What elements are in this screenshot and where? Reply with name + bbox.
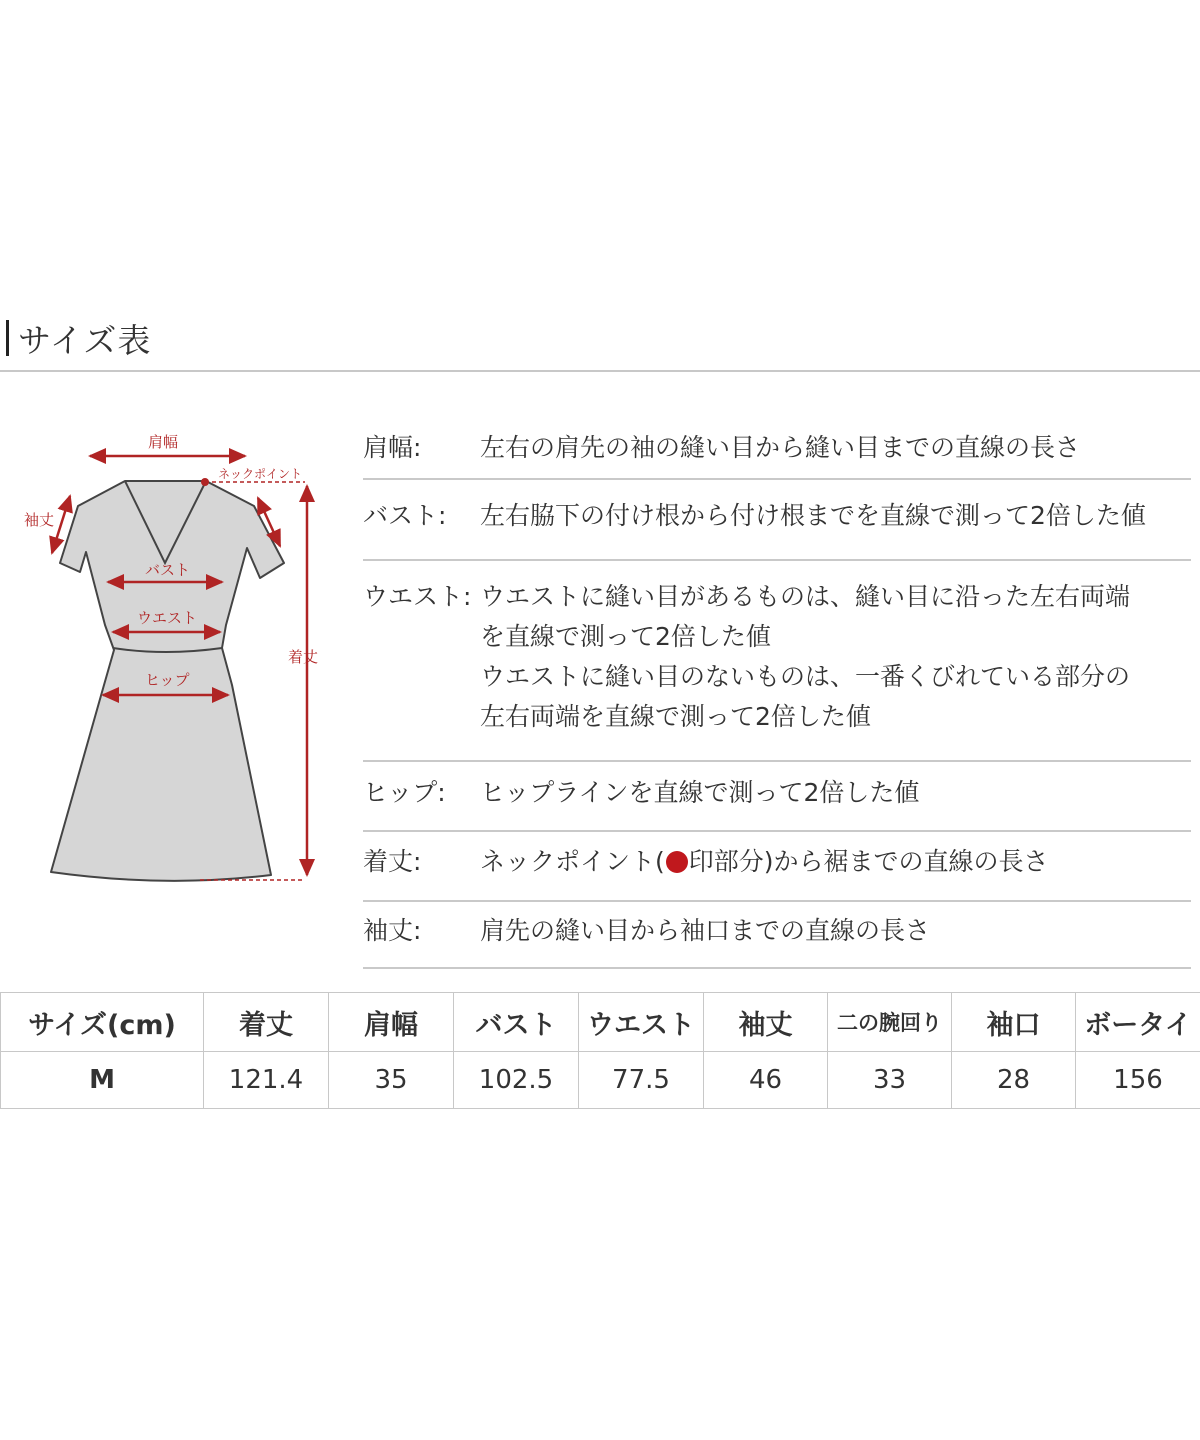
desc-row-hip [363,762,1191,832]
desc-row-length [363,832,1191,902]
desc-term: ヒップ: [363,778,446,807]
table-cell: 77.5 [579,1052,704,1109]
table-cell: 46 [704,1052,828,1109]
table-cell: 156 [1076,1052,1200,1109]
table-cell: 102.5 [454,1052,579,1109]
desc-definition [480,842,1191,900]
desc-row-waist [363,561,1191,762]
section-title-text: サイズ表 [18,320,152,360]
table-cell: 35 [329,1052,454,1109]
header-cell: 袖丈 [704,993,828,1052]
header-cell: サイズ(cm) [1,993,204,1052]
bust-label: バスト [145,561,191,579]
desc-term: ウエスト: [363,582,472,611]
desc-definition [480,773,1191,830]
size-table-header [1,993,1200,1052]
desc-definition [480,496,1191,559]
section-title [6,315,151,361]
desc-term: 肩幅: [363,433,422,462]
desc-line: ネックポイント( [480,847,665,876]
table-cell: 28 [952,1052,1076,1109]
neck-point-label: ネックポイント [218,467,303,481]
red-dot-icon [666,851,688,873]
shoulder-label: 肩幅 [148,433,179,451]
desc-term: 着丈: [363,847,422,876]
hip-label: ヒップ [145,671,190,689]
measurement-descriptions [363,420,1191,969]
table-cell: M [1,1052,204,1109]
desc-line: 印部分)から裾までの直線の長さ [688,847,1049,876]
desc-term: バスト: [363,501,447,530]
title-bar [6,320,9,356]
header-cell: ウエスト [579,993,704,1052]
desc-line: ウエストに縫い目のないものは、一番くびれている部分の [480,662,1131,691]
desc-line: ヒップラインを直線で測って2倍した値 [480,778,920,807]
desc-line: を直線で測って2倍した値 [480,622,771,651]
desc-definition [480,428,1191,478]
table-row [1,1052,1200,1109]
table-cell: 121.4 [204,1052,329,1109]
desc-row-shoulder [363,420,1191,480]
desc-line: ウエストに縫い目があるものは、縫い目に沿った左右両端 [480,582,1131,611]
title-divider [0,370,1200,372]
header-cell: 二の腕回り [828,993,952,1052]
size-table [0,992,1200,1109]
desc-line: 左右の肩先の袖の縫い目から縫い目までの直線の長さ [480,433,1081,462]
desc-definition [480,577,1191,760]
length-label: 着丈 [288,648,319,666]
waist-label: ウエスト [137,609,198,627]
desc-term: 袖丈: [363,916,422,945]
desc-definition [480,911,1191,967]
header-cell: バスト [454,993,579,1052]
header-cell: 肩幅 [329,993,454,1052]
header-cell: ボータイ [1076,993,1200,1052]
desc-line: 左右脇下の付け根から付け根までを直線で測って2倍した値 [480,501,1146,530]
desc-row-bust [363,480,1191,561]
header-cell: 着丈 [204,993,329,1052]
header-cell: 袖口 [952,993,1076,1052]
desc-row-sleeve [363,902,1191,969]
desc-line: 肩先の縫い目から袖口までの直線の長さ [480,916,931,945]
table-cell: 33 [828,1052,952,1109]
garment-diagram [0,420,345,900]
desc-line: 左右両端を直線で測って2倍した値 [480,702,871,731]
sleeve-label: 袖丈 [24,511,55,529]
